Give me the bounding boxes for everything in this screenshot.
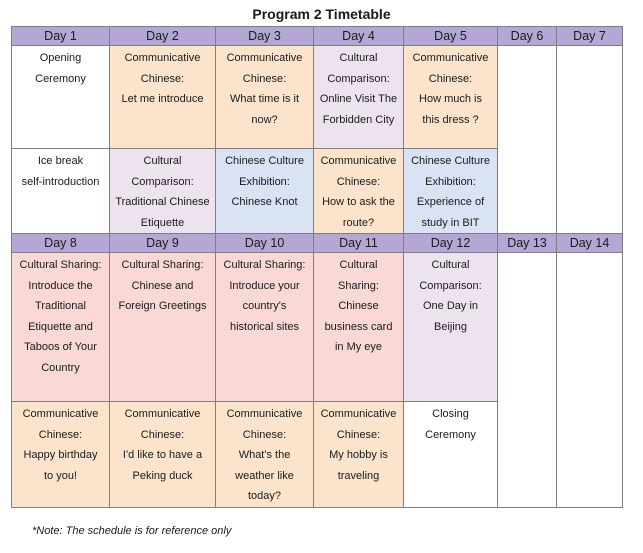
session-cell: Cultural Comparison: Traditional Chinese Etiquette <box>110 149 216 234</box>
session-cell: Cultural Sharing: Introduce the Traditional Etiquette and Taboos of Your Country <box>12 253 110 402</box>
free-day-cell <box>557 253 623 508</box>
day-header: Day 2 <box>110 27 216 46</box>
free-day-cell <box>498 46 557 234</box>
session-cell: Cultural Comparison: One Day in Beijing <box>404 253 498 402</box>
session-cell: Communicative Chinese: I'd like to have a Peking duck <box>110 402 216 508</box>
day-header: Day 1 <box>12 27 110 46</box>
day-header: Day 10 <box>216 234 314 253</box>
session-cell: Ice break self-introduction <box>12 149 110 234</box>
session-cell: Communicative Chinese: What's the weather like today? <box>216 402 314 508</box>
session-cell: Cultural Sharing: Chinese and Foreign Greetings <box>110 253 216 402</box>
week1-header-row <box>12 27 623 46</box>
day-header: Day 14 <box>557 234 623 253</box>
session-cell: Cultural Comparison: Online Visit The Forbidden City <box>314 46 404 149</box>
day-header: Day 4 <box>314 27 404 46</box>
day-header: Day 8 <box>12 234 110 253</box>
free-day-cell <box>557 46 623 234</box>
timetable-title: Program 2 Timetable <box>252 6 391 22</box>
session-cell: Cultural Sharing: Chinese business card in My eye <box>314 253 404 402</box>
session-cell: Communicative Chinese: How to ask the route? <box>314 149 404 234</box>
session-cell: Chinese Culture Exhibition: Chinese Knot <box>216 149 314 234</box>
session-cell: Chinese Culture Exhibition: Experience of study in BIT <box>404 149 498 234</box>
week1-session1-row <box>12 46 623 149</box>
week2-session1-row <box>12 253 623 402</box>
timetable-table <box>11 26 623 508</box>
free-day-cell <box>498 253 557 508</box>
session-cell: Communicative Chinese: Let me introduce <box>110 46 216 149</box>
schedule-note: *Note: The schedule is for reference only <box>32 525 232 537</box>
session-cell: Communicative Chinese: How much is this dress ? <box>404 46 498 149</box>
day-header: Day 3 <box>216 27 314 46</box>
day-header: Day 9 <box>110 234 216 253</box>
day-header: Day 5 <box>404 27 498 46</box>
session-cell: Opening Ceremony <box>12 46 110 149</box>
week2-header-row <box>12 234 623 253</box>
session-cell: Communicative Chinese: What time is it now? <box>216 46 314 149</box>
session-cell: Cultural Sharing: Introduce your country's historical sites <box>216 253 314 402</box>
day-header: Day 13 <box>498 234 557 253</box>
day-header: Day 12 <box>404 234 498 253</box>
day-header: Day 6 <box>498 27 557 46</box>
day-header: Day 7 <box>557 27 623 46</box>
session-cell: Closing Ceremony <box>404 402 498 508</box>
day-header: Day 11 <box>314 234 404 253</box>
session-cell: Communicative Chinese: My hobby is traveling <box>314 402 404 508</box>
session-cell: Communicative Chinese: Happy birthday to you! <box>12 402 110 508</box>
